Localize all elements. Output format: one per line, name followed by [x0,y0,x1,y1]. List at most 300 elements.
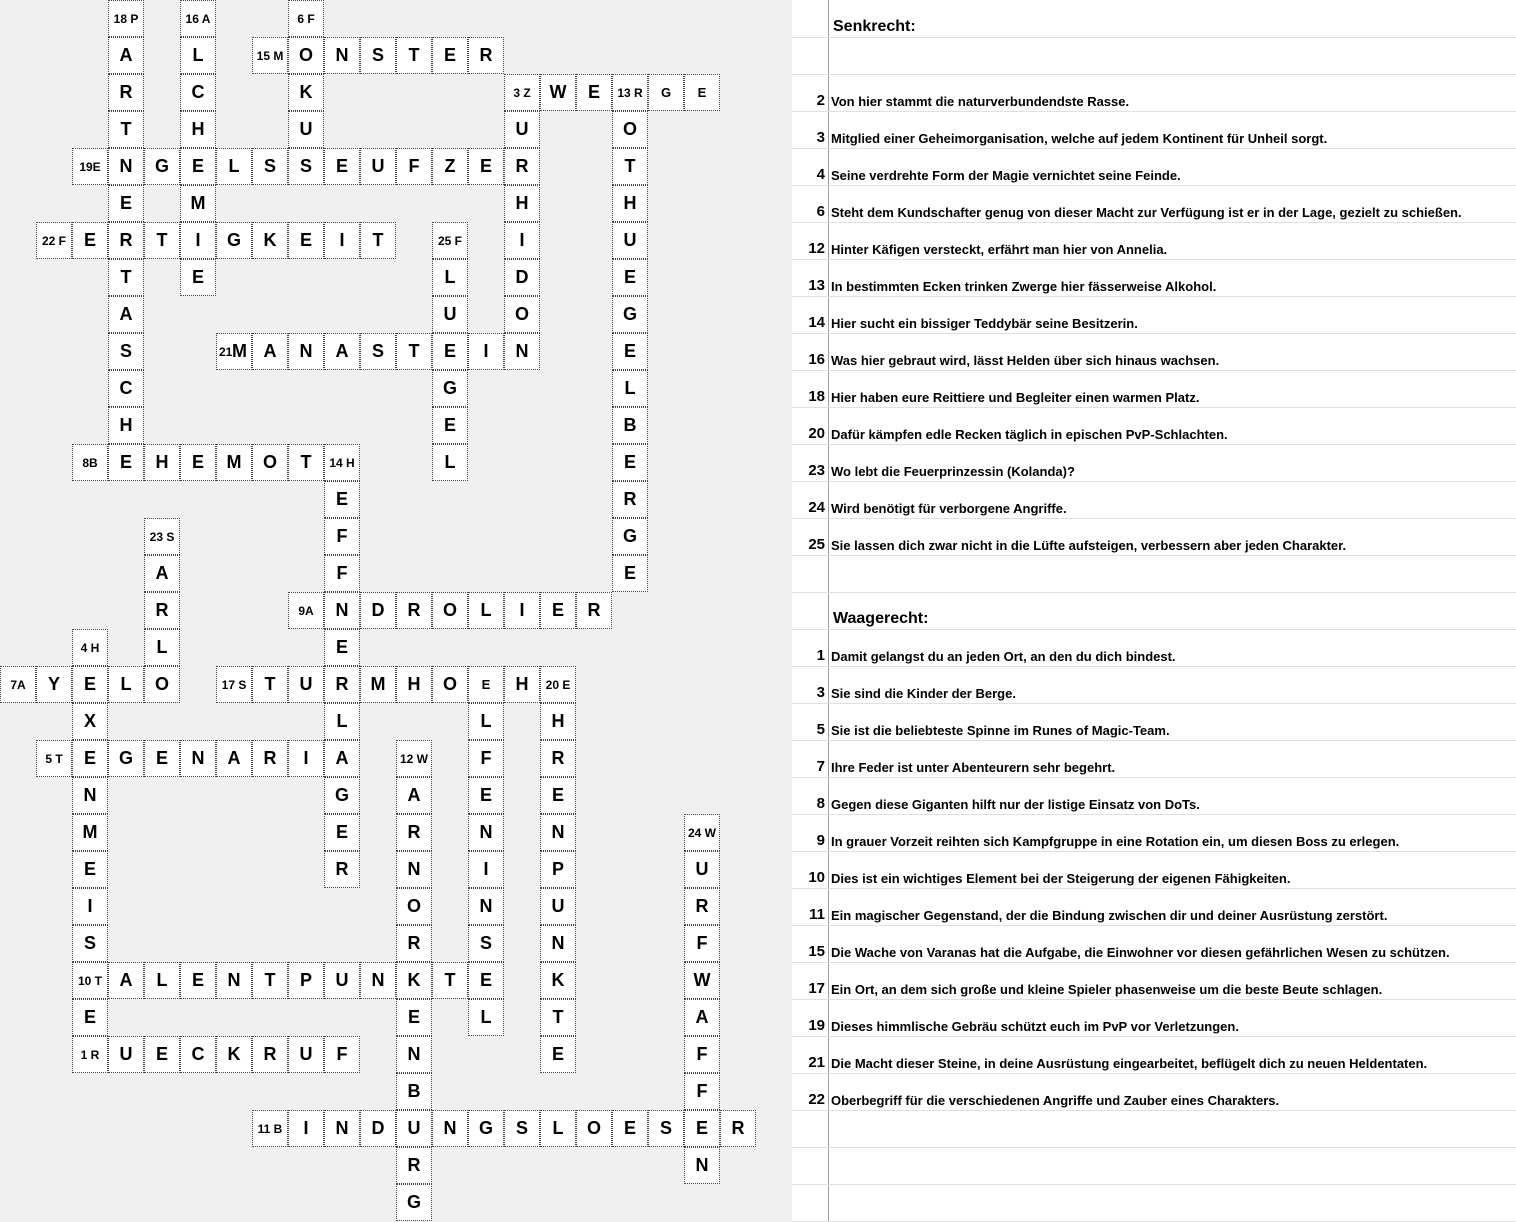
cell-letter: E [623,267,636,287]
cell-letter: E [335,156,348,176]
grid-cell[interactable] [252,148,288,185]
grid-cell[interactable] [576,74,612,111]
cell-letter: N [335,600,349,620]
grid-cell[interactable] [396,962,432,999]
clue-number-cell[interactable] [72,1036,108,1073]
grid-cell[interactable] [612,222,648,259]
grid-cell[interactable] [720,1110,756,1147]
cell-letter: M [232,341,247,361]
clue-number-cell[interactable] [216,666,252,703]
grid-cell[interactable] [252,222,288,259]
grid-cell[interactable] [612,481,648,518]
clue-number-cell[interactable] [36,222,72,259]
cell-letter: E [191,452,204,472]
row-line [792,148,1516,149]
grid-cell[interactable] [180,148,216,185]
clue-number-cell[interactable] [396,740,432,777]
clue-text: Gegen diese Giganten hilft nur der listige Einsatz von DoTs. [831,797,1200,812]
grid-cell[interactable] [396,333,432,370]
cell-letter: K [263,230,277,250]
grid-cell[interactable] [288,37,324,74]
grid-cell[interactable] [684,888,720,925]
cell-letter: O [442,600,457,620]
grid-cell[interactable] [576,1110,612,1147]
grid-cell[interactable] [144,740,180,777]
clue-number-cell[interactable] [72,148,108,185]
grid-cell[interactable] [324,814,360,851]
cell-letter: G [478,1118,493,1138]
row-line [792,1036,1516,1037]
grid-cell[interactable] [324,37,360,74]
cell-letter: S [119,341,132,361]
grid-cell[interactable] [180,111,216,148]
grid-cell[interactable] [396,999,432,1036]
grid-cell[interactable] [432,407,468,444]
grid-cell[interactable] [684,925,720,962]
grid-cell[interactable] [144,666,180,703]
grid-cell[interactable] [72,999,108,1036]
grid-cell[interactable] [684,1036,720,1073]
grid-cell[interactable] [612,111,648,148]
grid-cell[interactable] [612,1110,648,1147]
cell-letter: R [263,748,277,768]
grid-cell[interactable] [108,1036,144,1073]
grid-cell[interactable] [396,1073,432,1110]
cell-letter: E [83,674,96,694]
cell-letter: E [695,1118,708,1138]
grid-cell[interactable] [72,222,108,259]
grid-cell[interactable] [684,74,720,111]
cell-letter: E [623,1118,636,1138]
grid-cell[interactable] [396,777,432,814]
grid-cell[interactable] [324,333,360,370]
grid-cell[interactable] [108,370,144,407]
clue-number: 5 [816,721,825,738]
grid-cell[interactable] [360,148,396,185]
clue-text: Ihre Feder ist unter Abenteurern sehr begehrt. [831,760,1116,775]
grid-cell[interactable] [72,740,108,777]
grid-cell[interactable] [324,1036,360,1073]
grid-cell[interactable] [144,629,180,666]
row-line [792,1184,1516,1185]
grid-cell[interactable] [684,962,720,999]
cell-letter: L [156,637,168,657]
grid-cell[interactable] [468,851,504,888]
grid-cell[interactable] [72,851,108,888]
grid-cell[interactable] [144,444,180,481]
cell-letter: K [407,970,421,990]
grid-cell[interactable] [432,962,468,999]
grid-cell[interactable] [504,592,540,629]
grid-cell[interactable] [72,666,108,703]
grid-cell[interactable] [468,925,504,962]
grid-cell[interactable] [612,555,648,592]
grid-cell[interactable] [216,740,252,777]
clue-number-cell[interactable] [72,629,108,666]
clue-number-cell[interactable] [540,666,576,703]
cell-letter: A [695,1007,709,1027]
cell-letter: N [227,970,241,990]
grid-cell[interactable] [540,814,576,851]
clue-number: 7 [816,758,825,775]
grid-cell[interactable] [252,444,288,481]
cell-letter: E [299,230,312,250]
grid-cell[interactable] [288,111,324,148]
cell-letter: E [551,600,564,620]
grid-cell[interactable] [540,740,576,777]
row-line [792,925,1516,926]
cell-letter: E [407,1007,420,1027]
grid-cell[interactable] [612,444,648,481]
clue-number: 4 [816,166,825,183]
grid-cell[interactable] [144,592,180,629]
grid-cell[interactable] [540,962,576,999]
grid-cell[interactable] [684,1147,720,1184]
row-line [792,629,1516,630]
grid-cell[interactable] [108,444,144,481]
clue-number-cell[interactable] [252,37,288,74]
cell-letter: S [299,156,312,176]
grid-cell[interactable] [72,888,108,925]
grid-cell[interactable] [360,666,396,703]
grid-cell[interactable] [540,703,576,740]
grid-cell[interactable] [432,296,468,333]
grid-cell[interactable] [252,740,288,777]
cell-letter: A [407,785,421,805]
grid-cell[interactable] [396,1110,432,1147]
grid-cell[interactable] [252,666,288,703]
grid-cell[interactable] [432,666,468,703]
grid-cell[interactable] [108,407,144,444]
cell-letter: E [551,1044,564,1064]
cell-letter: R [407,933,421,953]
clue-number: 10 [808,869,825,886]
grid-cell[interactable] [468,37,504,74]
grid-cell[interactable] [504,111,540,148]
grid-cell[interactable] [432,370,468,407]
cell-letter: A [119,304,133,324]
grid-cell[interactable] [684,1073,720,1110]
grid-cell[interactable] [108,148,144,185]
grid-cell[interactable] [612,148,648,185]
grid-cell[interactable] [396,666,432,703]
grid-cell[interactable] [108,259,144,296]
clue-number-cell[interactable] [144,518,180,555]
grid-cell[interactable] [324,703,360,740]
grid-cell[interactable] [288,740,324,777]
cell-letter: E [443,45,456,65]
cell-letter: A [119,970,133,990]
grid-cell[interactable] [360,222,396,259]
grid-cell[interactable] [324,592,360,629]
grid-cell[interactable] [108,74,144,111]
grid-cell[interactable] [468,1110,504,1147]
grid-cell[interactable] [540,999,576,1036]
grid-cell[interactable] [108,185,144,222]
cell-letter: N [191,748,205,768]
grid-cell[interactable] [288,1036,324,1073]
grid-cell[interactable] [540,592,576,629]
grid-cell[interactable] [396,37,432,74]
grid-cell[interactable] [360,962,396,999]
clue-number: 19 [808,1017,825,1034]
grid-cell[interactable] [108,222,144,259]
clue-text: Sie sind die Kinder der Berge. [831,686,1016,701]
grid-cell[interactable] [432,444,468,481]
grid-cell[interactable] [324,740,360,777]
grid-cell[interactable] [432,592,468,629]
grid-cell[interactable] [468,148,504,185]
grid-cell[interactable] [324,666,360,703]
grid-cell[interactable] [468,814,504,851]
cell-letter: S [83,933,96,953]
grid-cell[interactable] [468,740,504,777]
grid-cell[interactable] [180,222,216,259]
grid-cell[interactable] [396,851,432,888]
grid-cell[interactable] [216,1036,252,1073]
grid-cell[interactable] [540,888,576,925]
grid-cell[interactable] [360,333,396,370]
cell-letter: F [480,748,492,768]
grid-cell[interactable] [396,592,432,629]
grid-cell[interactable] [396,1036,432,1073]
clue-number-cell[interactable] [288,0,324,37]
grid-cell[interactable] [396,925,432,962]
grid-cell[interactable] [540,1110,576,1147]
clue-number-cell[interactable] [684,814,720,851]
grid-cell[interactable] [216,444,252,481]
clue-number-cell[interactable] [108,0,144,37]
grid-cell[interactable] [108,962,144,999]
grid-cell[interactable] [684,999,720,1036]
cell-letter: G [622,304,637,324]
cell-letter: B [623,415,637,435]
grid-cell[interactable] [72,814,108,851]
grid-cell[interactable] [108,740,144,777]
clue-number-cell[interactable] [180,0,216,37]
cell-letter: A [335,748,349,768]
grid-cell[interactable] [540,925,576,962]
grid-cell[interactable] [432,148,468,185]
grid-cell[interactable] [180,185,216,222]
row-line [792,296,1516,297]
grid-cell[interactable] [612,518,648,555]
grid-cell[interactable] [540,1036,576,1073]
grid-cell[interactable] [252,333,288,370]
grid-cell[interactable] [504,259,540,296]
grid-cell[interactable] [612,370,648,407]
grid-cell[interactable] [324,518,360,555]
grid-cell[interactable] [612,296,648,333]
grid-cell[interactable] [36,666,72,703]
cell-letter: R [263,1044,277,1064]
grid-cell[interactable] [468,777,504,814]
row-line [792,259,1516,260]
grid-cell[interactable] [324,222,360,259]
grid-cell[interactable] [360,1110,396,1147]
clue-number-cell[interactable] [252,1110,288,1147]
cell-letter: E [155,1044,168,1064]
grid-cell[interactable] [648,1110,684,1147]
clue-number-cell[interactable] [504,74,540,111]
grid-cell[interactable] [612,259,648,296]
cell-letter: F [336,563,348,583]
grid-cell[interactable] [396,814,432,851]
grid-cell[interactable] [288,666,324,703]
grid-cell[interactable] [324,777,360,814]
cell-letter: E [83,748,96,768]
clue-number: 18 [808,388,825,405]
grid-cell[interactable] [180,37,216,74]
clue-number-cell[interactable] [0,666,36,703]
grid-cell[interactable] [72,925,108,962]
grid-cell[interactable] [324,481,360,518]
grid-cell[interactable] [144,962,180,999]
grid-cell[interactable] [540,74,576,111]
grid-cell[interactable] [288,74,324,111]
grid-cell[interactable] [360,592,396,629]
grid-cell[interactable] [504,185,540,222]
grid-cell[interactable] [468,333,504,370]
grid-cell[interactable] [396,1184,432,1221]
grid-cell[interactable] [72,703,108,740]
clue-number-cell[interactable] [288,592,324,629]
grid-cell[interactable] [648,74,684,111]
cell-letter: E [335,637,348,657]
grid-cell[interactable] [288,962,324,999]
grid-cell[interactable] [216,222,252,259]
grid-cell[interactable] [180,740,216,777]
grid-cell[interactable] [360,37,396,74]
grid-cell[interactable] [216,148,252,185]
clue-number: 25 F [437,233,462,248]
grid-cell[interactable] [468,888,504,925]
grid-cell[interactable] [324,851,360,888]
grid-cell[interactable] [504,1110,540,1147]
cell-letter: H [623,193,637,213]
grid-cell[interactable] [180,1036,216,1073]
grid-cell[interactable] [612,185,648,222]
grid-cell[interactable] [216,962,252,999]
grid-cell[interactable] [288,333,324,370]
clue-text: Dafür kämpfen edle Recken täglich in epischen PvP-Schlachten. [831,427,1228,442]
grid-cell[interactable] [504,296,540,333]
clue-number-cell[interactable] [72,444,108,481]
grid-cell[interactable] [324,1110,360,1147]
grid-cell[interactable] [504,666,540,703]
grid-cell[interactable] [108,37,144,74]
grid-cell[interactable] [180,259,216,296]
grid-cell[interactable] [612,333,648,370]
row-line [792,370,1516,371]
row-line [792,1147,1516,1148]
grid-cell[interactable] [684,851,720,888]
grid-cell[interactable] [504,148,540,185]
grid-cell[interactable] [432,259,468,296]
grid-cell[interactable] [108,333,144,370]
grid-cell[interactable] [504,222,540,259]
cell-letter: N [695,1155,709,1175]
grid-cell[interactable] [180,444,216,481]
grid-cell[interactable] [144,148,180,185]
clue-number: 17 S [221,677,247,692]
cell-letter: T [264,674,276,694]
grid-cell[interactable] [468,703,504,740]
grid-cell[interactable] [252,962,288,999]
row-line [792,592,1516,593]
clue-number: 17 [808,980,825,997]
grid-cell[interactable] [540,851,576,888]
grid-cell[interactable] [144,1036,180,1073]
grid-cell[interactable] [144,555,180,592]
grid-cell[interactable] [144,222,180,259]
grid-cell[interactable] [324,555,360,592]
down-heading: Senkrecht: [833,18,916,35]
grid-cell[interactable] [252,1036,288,1073]
grid-cell[interactable] [180,962,216,999]
clue-number-cell[interactable] [72,962,108,999]
grid-cell[interactable] [108,666,144,703]
grid-cell[interactable] [288,1110,324,1147]
grid-cell[interactable] [468,999,504,1036]
cell-letter: R [587,600,601,620]
clue-number-cell[interactable] [324,444,360,481]
grid-cell[interactable] [468,962,504,999]
grid-cell[interactable] [288,222,324,259]
clue-number-cell[interactable] [36,740,72,777]
grid-cell[interactable] [396,1147,432,1184]
grid-cell[interactable] [504,333,540,370]
grid-cell[interactable] [468,592,504,629]
grid-cell[interactable] [576,592,612,629]
clue-text: Hinter Käfigen versteckt, erfährt man hier von Annelia. [831,242,1168,257]
grid-cell[interactable] [432,333,468,370]
clue-number-cell[interactable] [612,74,648,111]
grid-cell[interactable] [468,666,504,703]
grid-cell[interactable] [540,777,576,814]
grid-cell[interactable] [108,111,144,148]
cell-letter: F [696,1081,708,1101]
cell-letter: F [408,156,420,176]
grid-cell[interactable] [324,148,360,185]
cell-letter: N [83,785,97,805]
cell-letter: F [336,1044,348,1064]
grid-cell[interactable] [180,74,216,111]
cell-letter: N [119,156,133,176]
grid-cell[interactable] [612,407,648,444]
grid-cell[interactable] [684,1110,720,1147]
cell-letter: F [696,933,708,953]
number-column-divider [828,0,829,1222]
clue-number-cell[interactable] [216,333,252,370]
cell-letter: H [407,674,421,694]
grid-cell[interactable] [396,888,432,925]
grid-cell[interactable] [432,37,468,74]
grid-cell[interactable] [72,777,108,814]
clue-number: 6 [816,203,825,220]
clue-number-cell[interactable] [432,222,468,259]
clue-number: 2 [816,92,825,109]
grid-cell[interactable] [108,296,144,333]
grid-cell[interactable] [288,444,324,481]
clue-number: 5 T [45,751,63,766]
clue-text: Mitglied einer Geheimorganisation, welche auf jedem Kontinent für Unheil sorgt. [831,131,1328,146]
grid-cell[interactable] [432,1110,468,1147]
grid-cell[interactable] [324,629,360,666]
grid-cell[interactable] [324,962,360,999]
grid-cell[interactable] [288,148,324,185]
grid-cell[interactable] [396,148,432,185]
